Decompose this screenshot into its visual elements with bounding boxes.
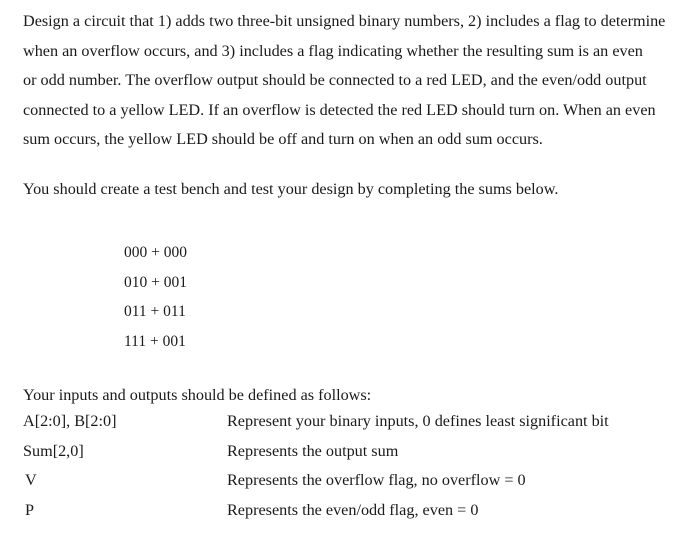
statement-line: Design a circuit that 1) adds two three-bit unsigned binary numbers, 2) includes a flag to determine [23,12,666,30]
io-definitions-table [23,412,683,530]
io-signal-name: A[2:0], B[2:0] [23,412,117,430]
sum-item: 011 + 011 [124,303,186,320]
sum-item: 000 + 000 [124,244,187,261]
io-signal-description: Represents the overflow flag, no overflow = 0 [227,471,526,489]
problem-statement [23,7,691,155]
io-signal-description: Represent your binary inputs, 0 defines least significant bit [227,412,609,430]
statement-line: connected to a yellow LED. If an overflow is detected the red LED should turn on. When an even [23,100,656,119]
statement-line: or odd number. The overflow output should be connected to a red LED, and the even/odd output [23,71,647,90]
io-row [23,501,683,531]
io-heading: Your inputs and outputs should be defined as follows: [23,386,372,404]
io-signal-description: Represents the even/odd flag, even = 0 [227,500,479,519]
io-signal-description: Represents the output sum [227,441,399,460]
io-row [23,471,683,501]
sum-item: 111 + 001 [124,332,186,350]
statement-line: when an overflow occurs, and 3) includes a flag indicating whether the resulting sum is an even [23,41,643,60]
io-row [23,442,683,472]
io-signal-name: Sum[2,0] [23,441,84,460]
sums-list [124,238,187,356]
sum-item: 010 + 001 [124,273,187,291]
io-row [23,412,683,442]
statement-line: sum occurs, the yellow LED should be off and turn on when an odd sum occurs. [23,130,543,149]
io-signal-name: P [25,500,35,519]
testbench-instruction: You should create a test bench and test your design by completing the sums below. [23,180,559,198]
io-signal-name: V [25,471,37,489]
